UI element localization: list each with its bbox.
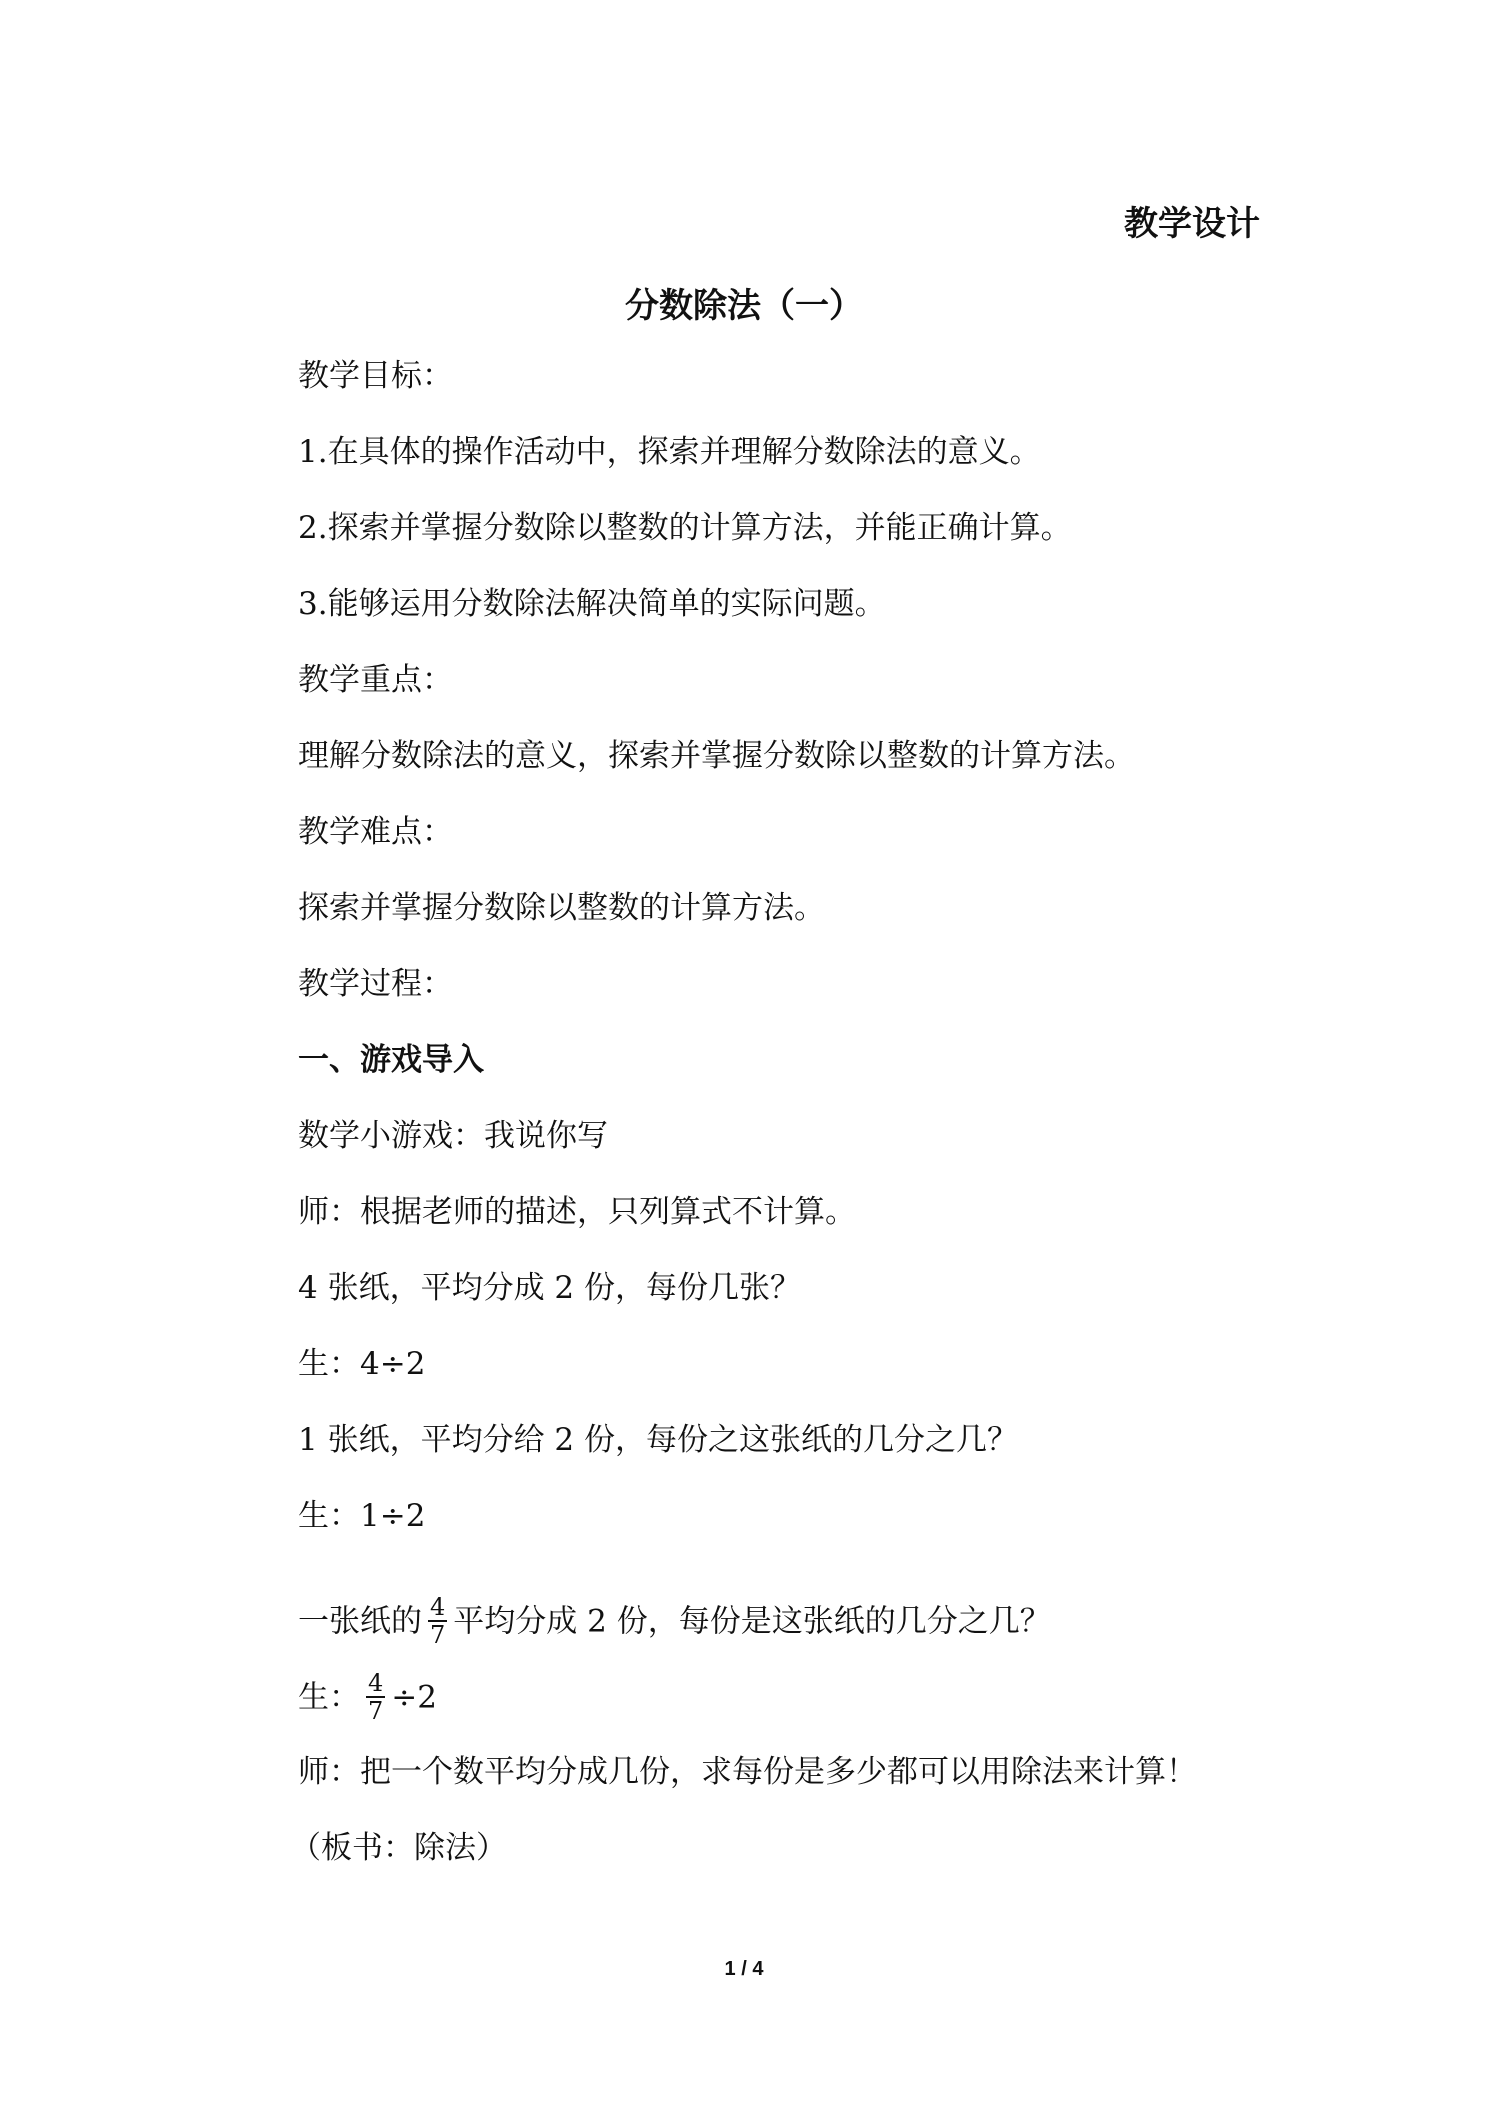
objective-item-2: 2.探索并掌握分数除以整数的计算方法，并能正确计算。	[298, 510, 1072, 546]
page-title: 分数除法（一）	[625, 286, 863, 326]
difficulties-label: 教学难点：	[298, 814, 453, 850]
answer-1: 生：4÷2	[298, 1346, 426, 1382]
denominator: 7	[430, 1621, 446, 1649]
question-3	[298, 1593, 1051, 1650]
answer-2: 生：1÷2	[298, 1498, 426, 1534]
doc-type-heading: 教学设计	[1124, 204, 1260, 244]
objectives-label: 教学目标：	[298, 358, 453, 394]
key-points-text: 理解分数除法的意义，探索并掌握分数除以整数的计算方法。	[298, 738, 1135, 774]
section-heading: 一、游戏导入	[298, 1042, 484, 1078]
page-indicator: 1 / 4	[724, 1958, 764, 1980]
question-3-after: 平均分成 2 份，每份是这张纸的几分之几？	[453, 1603, 1051, 1640]
board-note: （板书：除法）	[290, 1830, 507, 1866]
game-intro: 数学小游戏：我说你写	[298, 1118, 608, 1154]
objective-item-1: 1.在具体的操作活动中，探索并理解分数除法的意义。	[298, 434, 1041, 470]
question-3-before: 一张纸的	[298, 1603, 422, 1640]
numerator: 4	[430, 1593, 446, 1621]
answer-3-before: 生：	[298, 1679, 360, 1716]
question-1: 4 张纸，平均分成 2 份，每份几张？	[298, 1270, 802, 1306]
teacher-instruction: 师：根据老师的描述，只列算式不计算。	[298, 1194, 856, 1230]
answer-3-after: ÷2	[391, 1679, 437, 1716]
answer-3	[298, 1669, 437, 1726]
objective-item-3: 3.能够运用分数除法解决简单的实际问题。	[298, 586, 886, 622]
key-points-label: 教学重点：	[298, 662, 453, 698]
process-label: 教学过程：	[298, 966, 453, 1002]
numerator: 4	[368, 1669, 384, 1697]
denominator: 7	[368, 1697, 384, 1725]
difficulties-text: 探索并掌握分数除以整数的计算方法。	[298, 890, 825, 926]
question-2: 1 张纸，平均分给 2 份，每份之这张纸的几分之几？	[298, 1422, 1019, 1458]
fraction	[366, 1670, 385, 1724]
fraction	[428, 1594, 447, 1648]
teacher-closing: 师：把一个数平均分成几份，求每份是多少都可以用除法来计算！	[298, 1754, 1197, 1790]
